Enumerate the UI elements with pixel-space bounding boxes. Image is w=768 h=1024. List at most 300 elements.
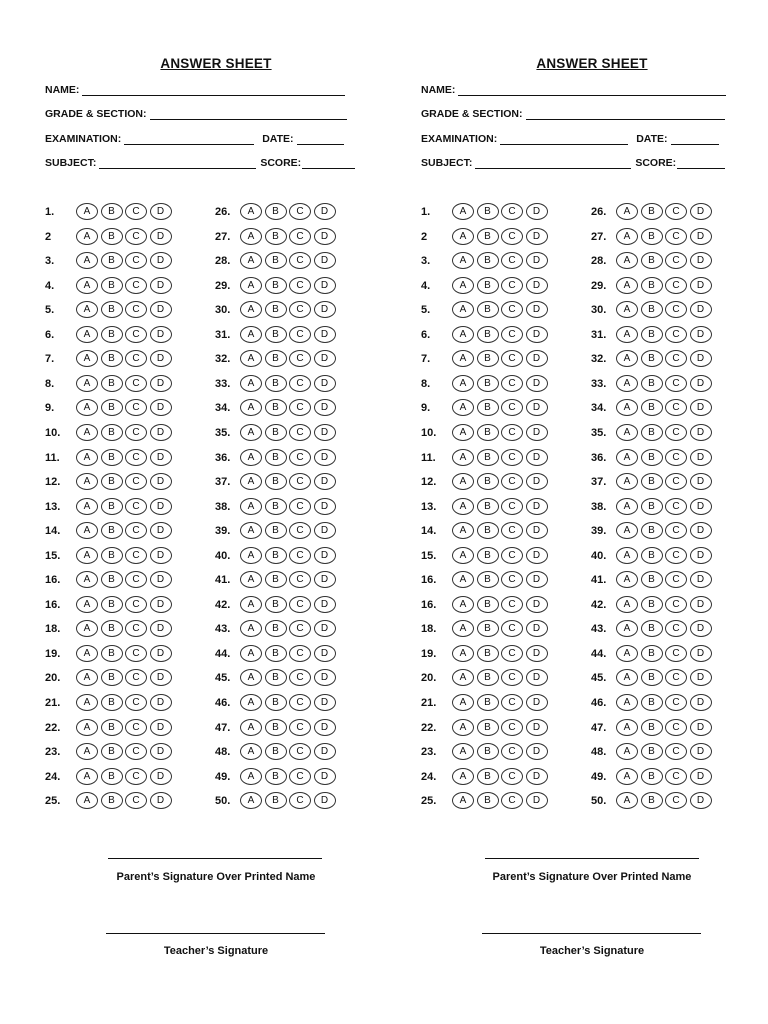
answer-bubble-a[interactable]: A — [452, 620, 474, 637]
answer-bubble-d[interactable]: D — [526, 645, 548, 662]
answer-bubble-d[interactable]: D — [150, 768, 172, 785]
answer-bubble-d[interactable]: D — [526, 228, 548, 245]
answer-bubble-d[interactable]: D — [314, 301, 336, 318]
answer-bubble-d[interactable]: D — [314, 228, 336, 245]
answer-bubble-b[interactable]: B — [641, 473, 663, 490]
name-line[interactable] — [458, 85, 726, 96]
answer-bubble-d[interactable]: D — [314, 719, 336, 736]
answer-bubble-a[interactable]: A — [76, 768, 98, 785]
answer-bubble-a[interactable]: A — [76, 694, 98, 711]
answer-bubble-a[interactable]: A — [452, 498, 474, 515]
answer-bubble-a[interactable]: A — [240, 228, 262, 245]
answer-bubble-b[interactable]: B — [641, 301, 663, 318]
answer-bubble-a[interactable]: A — [616, 571, 638, 588]
answer-bubble-b[interactable]: B — [265, 522, 287, 539]
examination-date-field[interactable] — [45, 133, 344, 145]
answer-bubble-d[interactable]: D — [526, 301, 548, 318]
answer-bubble-b[interactable]: B — [641, 547, 663, 564]
answer-bubble-b[interactable]: B — [101, 375, 123, 392]
answer-bubble-a[interactable]: A — [616, 719, 638, 736]
answer-bubble-a[interactable]: A — [616, 252, 638, 269]
answer-bubble-d[interactable]: D — [150, 719, 172, 736]
answer-bubble-a[interactable]: A — [76, 449, 98, 466]
answer-bubble-b[interactable]: B — [477, 645, 499, 662]
answer-bubble-d[interactable]: D — [690, 571, 712, 588]
answer-bubble-a[interactable]: A — [616, 620, 638, 637]
answer-bubble-c[interactable]: C — [501, 228, 523, 245]
answer-bubble-c[interactable]: C — [125, 252, 147, 269]
answer-bubble-d[interactable]: D — [690, 719, 712, 736]
answer-bubble-b[interactable]: B — [101, 228, 123, 245]
date-line[interactable] — [297, 134, 344, 145]
answer-bubble-c[interactable]: C — [125, 768, 147, 785]
answer-bubble-c[interactable]: C — [501, 768, 523, 785]
answer-bubble-b[interactable]: B — [101, 571, 123, 588]
answer-bubble-a[interactable]: A — [240, 449, 262, 466]
answer-bubble-c[interactable]: C — [665, 449, 687, 466]
answer-bubble-b[interactable]: B — [101, 547, 123, 564]
answer-bubble-a[interactable]: A — [452, 768, 474, 785]
answer-bubble-d[interactable]: D — [150, 301, 172, 318]
answer-bubble-d[interactable]: D — [314, 424, 336, 441]
answer-bubble-d[interactable]: D — [314, 571, 336, 588]
answer-bubble-c[interactable]: C — [501, 792, 523, 809]
answer-bubble-d[interactable]: D — [150, 743, 172, 760]
answer-bubble-c[interactable]: C — [665, 473, 687, 490]
answer-bubble-a[interactable]: A — [76, 596, 98, 613]
answer-bubble-d[interactable]: D — [314, 620, 336, 637]
answer-bubble-d[interactable]: D — [690, 694, 712, 711]
answer-bubble-b[interactable]: B — [477, 449, 499, 466]
answer-bubble-b[interactable]: B — [265, 792, 287, 809]
answer-bubble-b[interactable]: B — [101, 669, 123, 686]
answer-bubble-a[interactable]: A — [240, 399, 262, 416]
answer-bubble-b[interactable]: B — [265, 228, 287, 245]
answer-bubble-b[interactable]: B — [101, 596, 123, 613]
answer-bubble-b[interactable]: B — [265, 350, 287, 367]
answer-bubble-a[interactable]: A — [452, 571, 474, 588]
answer-bubble-b[interactable]: B — [101, 768, 123, 785]
answer-bubble-b[interactable]: B — [641, 228, 663, 245]
answer-bubble-c[interactable]: C — [665, 301, 687, 318]
answer-bubble-a[interactable]: A — [76, 645, 98, 662]
answer-bubble-a[interactable]: A — [240, 277, 262, 294]
answer-bubble-b[interactable]: B — [477, 203, 499, 220]
answer-bubble-a[interactable]: A — [452, 449, 474, 466]
answer-bubble-c[interactable]: C — [125, 694, 147, 711]
subject-line[interactable] — [99, 158, 256, 169]
answer-bubble-a[interactable]: A — [76, 620, 98, 637]
answer-bubble-c[interactable]: C — [289, 768, 311, 785]
answer-bubble-a[interactable]: A — [452, 645, 474, 662]
answer-bubble-d[interactable]: D — [690, 498, 712, 515]
answer-bubble-c[interactable]: C — [289, 252, 311, 269]
answer-bubble-a[interactable]: A — [616, 301, 638, 318]
answer-bubble-b[interactable]: B — [641, 522, 663, 539]
answer-bubble-d[interactable]: D — [314, 449, 336, 466]
answer-bubble-d[interactable]: D — [526, 522, 548, 539]
answer-bubble-b[interactable]: B — [101, 399, 123, 416]
answer-bubble-a[interactable]: A — [616, 277, 638, 294]
answer-bubble-c[interactable]: C — [501, 252, 523, 269]
answer-bubble-c[interactable]: C — [125, 743, 147, 760]
answer-bubble-d[interactable]: D — [314, 669, 336, 686]
answer-bubble-c[interactable]: C — [501, 350, 523, 367]
answer-bubble-b[interactable]: B — [641, 203, 663, 220]
answer-bubble-c[interactable]: C — [289, 547, 311, 564]
answer-bubble-b[interactable]: B — [265, 375, 287, 392]
answer-bubble-d[interactable]: D — [314, 645, 336, 662]
answer-bubble-d[interactable]: D — [690, 792, 712, 809]
answer-bubble-b[interactable]: B — [477, 399, 499, 416]
answer-bubble-a[interactable]: A — [76, 252, 98, 269]
answer-bubble-b[interactable]: B — [641, 498, 663, 515]
answer-bubble-b[interactable]: B — [477, 620, 499, 637]
answer-bubble-a[interactable]: A — [240, 473, 262, 490]
answer-bubble-d[interactable]: D — [526, 252, 548, 269]
answer-bubble-b[interactable]: B — [477, 375, 499, 392]
answer-bubble-b[interactable]: B — [641, 743, 663, 760]
answer-bubble-b[interactable]: B — [265, 719, 287, 736]
answer-bubble-a[interactable]: A — [616, 547, 638, 564]
answer-bubble-c[interactable]: C — [665, 498, 687, 515]
answer-bubble-d[interactable]: D — [526, 768, 548, 785]
answer-bubble-d[interactable]: D — [150, 424, 172, 441]
answer-bubble-c[interactable]: C — [289, 596, 311, 613]
grade-section-field[interactable] — [45, 108, 347, 120]
answer-bubble-c[interactable]: C — [289, 228, 311, 245]
answer-bubble-b[interactable]: B — [641, 669, 663, 686]
answer-bubble-b[interactable]: B — [477, 424, 499, 441]
answer-bubble-c[interactable]: C — [125, 547, 147, 564]
answer-bubble-c[interactable]: C — [665, 350, 687, 367]
answer-bubble-c[interactable]: C — [125, 301, 147, 318]
answer-bubble-b[interactable]: B — [265, 203, 287, 220]
answer-bubble-a[interactable]: A — [76, 326, 98, 343]
answer-bubble-a[interactable]: A — [616, 694, 638, 711]
answer-bubble-b[interactable]: B — [477, 498, 499, 515]
answer-bubble-c[interactable]: C — [501, 645, 523, 662]
subject-line[interactable] — [475, 158, 631, 169]
answer-bubble-c[interactable]: C — [665, 547, 687, 564]
answer-bubble-c[interactable]: C — [501, 203, 523, 220]
answer-bubble-b[interactable]: B — [477, 768, 499, 785]
answer-bubble-b[interactable]: B — [477, 522, 499, 539]
answer-bubble-d[interactable]: D — [690, 620, 712, 637]
subject-score-field[interactable] — [421, 157, 725, 169]
answer-bubble-a[interactable]: A — [76, 792, 98, 809]
answer-bubble-d[interactable]: D — [314, 375, 336, 392]
answer-bubble-a[interactable]: A — [616, 203, 638, 220]
answer-bubble-d[interactable]: D — [526, 424, 548, 441]
answer-bubble-d[interactable]: D — [526, 571, 548, 588]
answer-bubble-a[interactable]: A — [76, 301, 98, 318]
answer-bubble-a[interactable]: A — [240, 669, 262, 686]
answer-bubble-b[interactable]: B — [265, 596, 287, 613]
answer-bubble-b[interactable]: B — [101, 645, 123, 662]
answer-bubble-d[interactable]: D — [690, 228, 712, 245]
examination-date-field[interactable] — [421, 133, 719, 145]
answer-bubble-c[interactable]: C — [289, 498, 311, 515]
answer-bubble-a[interactable]: A — [452, 350, 474, 367]
answer-bubble-d[interactable]: D — [526, 203, 548, 220]
name-line[interactable] — [82, 85, 345, 96]
parent-signature-line[interactable] — [485, 858, 699, 859]
answer-bubble-c[interactable]: C — [289, 424, 311, 441]
answer-bubble-c[interactable]: C — [125, 326, 147, 343]
answer-bubble-c[interactable]: C — [289, 350, 311, 367]
answer-bubble-a[interactable]: A — [616, 792, 638, 809]
answer-bubble-d[interactable]: D — [150, 620, 172, 637]
answer-bubble-a[interactable]: A — [452, 547, 474, 564]
answer-bubble-b[interactable]: B — [101, 620, 123, 637]
answer-bubble-b[interactable]: B — [265, 743, 287, 760]
answer-bubble-b[interactable]: B — [101, 473, 123, 490]
answer-bubble-a[interactable]: A — [76, 743, 98, 760]
answer-bubble-c[interactable]: C — [501, 571, 523, 588]
answer-bubble-d[interactable]: D — [690, 375, 712, 392]
answer-bubble-c[interactable]: C — [665, 596, 687, 613]
answer-bubble-a[interactable]: A — [76, 498, 98, 515]
answer-bubble-d[interactable]: D — [526, 596, 548, 613]
answer-bubble-d[interactable]: D — [526, 669, 548, 686]
answer-bubble-a[interactable]: A — [240, 719, 262, 736]
answer-bubble-a[interactable]: A — [452, 719, 474, 736]
answer-bubble-b[interactable]: B — [477, 252, 499, 269]
answer-bubble-d[interactable]: D — [314, 277, 336, 294]
answer-bubble-c[interactable]: C — [501, 596, 523, 613]
answer-bubble-d[interactable]: D — [690, 326, 712, 343]
answer-bubble-c[interactable]: C — [665, 252, 687, 269]
answer-bubble-a[interactable]: A — [76, 228, 98, 245]
answer-bubble-c[interactable]: C — [501, 719, 523, 736]
answer-bubble-b[interactable]: B — [101, 522, 123, 539]
answer-bubble-c[interactable]: C — [289, 399, 311, 416]
answer-bubble-a[interactable]: A — [240, 252, 262, 269]
answer-bubble-a[interactable]: A — [76, 277, 98, 294]
answer-bubble-b[interactable]: B — [101, 326, 123, 343]
answer-bubble-c[interactable]: C — [501, 277, 523, 294]
answer-bubble-b[interactable]: B — [477, 301, 499, 318]
answer-bubble-a[interactable]: A — [76, 424, 98, 441]
answer-bubble-c[interactable]: C — [501, 424, 523, 441]
answer-bubble-a[interactable]: A — [616, 743, 638, 760]
answer-bubble-c[interactable]: C — [665, 768, 687, 785]
answer-bubble-b[interactable]: B — [477, 743, 499, 760]
answer-bubble-a[interactable]: A — [76, 350, 98, 367]
score-line[interactable] — [302, 158, 355, 169]
answer-bubble-c[interactable]: C — [125, 449, 147, 466]
answer-bubble-d[interactable]: D — [526, 449, 548, 466]
answer-bubble-a[interactable]: A — [240, 768, 262, 785]
answer-bubble-b[interactable]: B — [101, 252, 123, 269]
answer-bubble-c[interactable]: C — [665, 326, 687, 343]
answer-bubble-a[interactable]: A — [240, 424, 262, 441]
answer-bubble-d[interactable]: D — [314, 547, 336, 564]
answer-bubble-a[interactable]: A — [240, 350, 262, 367]
answer-bubble-c[interactable]: C — [125, 203, 147, 220]
answer-bubble-a[interactable]: A — [76, 473, 98, 490]
answer-bubble-a[interactable]: A — [76, 547, 98, 564]
answer-bubble-d[interactable]: D — [150, 792, 172, 809]
answer-bubble-d[interactable]: D — [314, 522, 336, 539]
answer-bubble-a[interactable]: A — [616, 449, 638, 466]
answer-bubble-a[interactable]: A — [452, 399, 474, 416]
answer-bubble-a[interactable]: A — [616, 228, 638, 245]
answer-bubble-d[interactable]: D — [690, 522, 712, 539]
answer-bubble-b[interactable]: B — [641, 719, 663, 736]
answer-bubble-c[interactable]: C — [665, 792, 687, 809]
answer-bubble-d[interactable]: D — [150, 449, 172, 466]
answer-bubble-a[interactable]: A — [616, 375, 638, 392]
answer-bubble-a[interactable]: A — [616, 645, 638, 662]
answer-bubble-d[interactable]: D — [314, 596, 336, 613]
subject-score-field[interactable] — [45, 157, 355, 169]
answer-bubble-c[interactable]: C — [289, 694, 311, 711]
answer-bubble-c[interactable]: C — [125, 620, 147, 637]
answer-bubble-a[interactable]: A — [616, 768, 638, 785]
answer-bubble-c[interactable]: C — [501, 326, 523, 343]
answer-bubble-c[interactable]: C — [289, 326, 311, 343]
answer-bubble-d[interactable]: D — [150, 399, 172, 416]
answer-bubble-a[interactable]: A — [76, 399, 98, 416]
answer-bubble-a[interactable]: A — [616, 399, 638, 416]
parent-signature-line[interactable] — [108, 858, 322, 859]
grade-section-line[interactable] — [150, 109, 347, 120]
answer-bubble-d[interactable]: D — [150, 277, 172, 294]
answer-bubble-a[interactable]: A — [452, 424, 474, 441]
answer-bubble-a[interactable]: A — [240, 571, 262, 588]
answer-bubble-b[interactable]: B — [101, 498, 123, 515]
answer-bubble-b[interactable]: B — [265, 694, 287, 711]
answer-bubble-d[interactable]: D — [690, 768, 712, 785]
name-field[interactable] — [45, 84, 345, 96]
answer-bubble-a[interactable]: A — [240, 301, 262, 318]
answer-bubble-b[interactable]: B — [101, 792, 123, 809]
answer-bubble-a[interactable]: A — [616, 596, 638, 613]
answer-bubble-d[interactable]: D — [314, 473, 336, 490]
answer-bubble-c[interactable]: C — [665, 719, 687, 736]
answer-bubble-c[interactable]: C — [125, 375, 147, 392]
answer-bubble-d[interactable]: D — [690, 350, 712, 367]
answer-bubble-a[interactable]: A — [240, 596, 262, 613]
answer-bubble-b[interactable]: B — [101, 424, 123, 441]
answer-bubble-a[interactable]: A — [76, 669, 98, 686]
answer-bubble-d[interactable]: D — [690, 743, 712, 760]
answer-bubble-b[interactable]: B — [477, 547, 499, 564]
answer-bubble-b[interactable]: B — [641, 768, 663, 785]
answer-bubble-c[interactable]: C — [665, 375, 687, 392]
answer-bubble-b[interactable]: B — [641, 350, 663, 367]
answer-bubble-b[interactable]: B — [477, 473, 499, 490]
answer-bubble-d[interactable]: D — [150, 547, 172, 564]
answer-bubble-c[interactable]: C — [665, 203, 687, 220]
answer-bubble-d[interactable]: D — [150, 375, 172, 392]
answer-bubble-b[interactable]: B — [641, 375, 663, 392]
answer-bubble-b[interactable]: B — [101, 743, 123, 760]
answer-bubble-b[interactable]: B — [265, 620, 287, 637]
score-line[interactable] — [677, 158, 725, 169]
answer-bubble-d[interactable]: D — [314, 252, 336, 269]
answer-bubble-d[interactable]: D — [150, 252, 172, 269]
answer-bubble-d[interactable]: D — [150, 473, 172, 490]
answer-bubble-d[interactable]: D — [526, 326, 548, 343]
answer-bubble-c[interactable]: C — [501, 522, 523, 539]
answer-bubble-d[interactable]: D — [314, 350, 336, 367]
answer-bubble-a[interactable]: A — [240, 375, 262, 392]
answer-bubble-b[interactable]: B — [641, 596, 663, 613]
answer-bubble-b[interactable]: B — [477, 571, 499, 588]
answer-bubble-a[interactable]: A — [452, 596, 474, 613]
answer-bubble-b[interactable]: B — [265, 424, 287, 441]
answer-bubble-a[interactable]: A — [240, 522, 262, 539]
answer-bubble-d[interactable]: D — [690, 645, 712, 662]
answer-bubble-d[interactable]: D — [526, 792, 548, 809]
answer-bubble-c[interactable]: C — [665, 228, 687, 245]
answer-bubble-c[interactable]: C — [125, 792, 147, 809]
answer-bubble-c[interactable]: C — [289, 277, 311, 294]
answer-bubble-b[interactable]: B — [101, 694, 123, 711]
answer-bubble-b[interactable]: B — [641, 277, 663, 294]
answer-bubble-c[interactable]: C — [665, 399, 687, 416]
answer-bubble-b[interactable]: B — [641, 326, 663, 343]
answer-bubble-c[interactable]: C — [501, 620, 523, 637]
answer-bubble-c[interactable]: C — [289, 473, 311, 490]
answer-bubble-a[interactable]: A — [616, 424, 638, 441]
answer-bubble-b[interactable]: B — [101, 301, 123, 318]
answer-bubble-d[interactable]: D — [690, 547, 712, 564]
answer-bubble-c[interactable]: C — [665, 694, 687, 711]
answer-bubble-a[interactable]: A — [452, 522, 474, 539]
answer-bubble-d[interactable]: D — [526, 277, 548, 294]
answer-bubble-c[interactable]: C — [289, 719, 311, 736]
answer-bubble-c[interactable]: C — [125, 645, 147, 662]
answer-bubble-d[interactable]: D — [690, 424, 712, 441]
answer-bubble-a[interactable]: A — [452, 473, 474, 490]
answer-bubble-b[interactable]: B — [641, 792, 663, 809]
answer-bubble-c[interactable]: C — [125, 350, 147, 367]
answer-bubble-a[interactable]: A — [452, 375, 474, 392]
answer-bubble-a[interactable]: A — [452, 694, 474, 711]
answer-bubble-b[interactable]: B — [101, 277, 123, 294]
answer-bubble-c[interactable]: C — [501, 694, 523, 711]
answer-bubble-a[interactable]: A — [452, 301, 474, 318]
answer-bubble-d[interactable]: D — [526, 719, 548, 736]
answer-bubble-d[interactable]: D — [314, 203, 336, 220]
answer-bubble-b[interactable]: B — [641, 252, 663, 269]
answer-bubble-c[interactable]: C — [289, 449, 311, 466]
answer-bubble-c[interactable]: C — [665, 620, 687, 637]
grade-section-field[interactable] — [421, 108, 725, 120]
answer-bubble-c[interactable]: C — [665, 743, 687, 760]
answer-bubble-a[interactable]: A — [240, 792, 262, 809]
answer-bubble-a[interactable]: A — [616, 522, 638, 539]
answer-bubble-d[interactable]: D — [314, 768, 336, 785]
answer-bubble-d[interactable]: D — [150, 571, 172, 588]
answer-bubble-b[interactable]: B — [265, 768, 287, 785]
answer-bubble-d[interactable]: D — [690, 669, 712, 686]
answer-bubble-c[interactable]: C — [125, 596, 147, 613]
answer-bubble-a[interactable]: A — [452, 228, 474, 245]
answer-bubble-c[interactable]: C — [289, 645, 311, 662]
answer-bubble-c[interactable]: C — [289, 375, 311, 392]
answer-bubble-a[interactable]: A — [76, 375, 98, 392]
answer-bubble-c[interactable]: C — [289, 203, 311, 220]
answer-bubble-d[interactable]: D — [314, 326, 336, 343]
answer-bubble-b[interactable]: B — [101, 719, 123, 736]
answer-bubble-b[interactable]: B — [265, 326, 287, 343]
answer-bubble-c[interactable]: C — [665, 669, 687, 686]
